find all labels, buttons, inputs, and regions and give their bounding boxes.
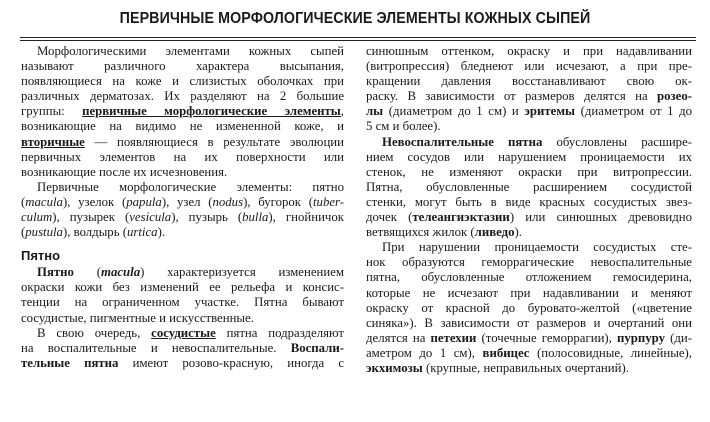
text-line: стенок, не изменяют окраски при витропрессии. bbox=[366, 164, 692, 179]
title-rule-thin bbox=[20, 40, 696, 41]
text-line: В свою очередь, сосудистые пятна подразделяют bbox=[37, 325, 344, 340]
text-line: окраски кожи без изменений ее рельефа и консис- bbox=[21, 280, 344, 295]
text-line: на воспалительные и невоспалительные. Воспали- bbox=[21, 340, 344, 355]
paragraph-element-list bbox=[21, 180, 344, 240]
text-line: Первичные морфологические элементы: пятно bbox=[37, 179, 344, 194]
text-line: аметром до 1 см), вибицес (полосовидные, линейные), bbox=[366, 345, 692, 360]
text-line: кращении давления восстанавливают свою ок- bbox=[366, 74, 692, 89]
text-line: первичных элементов на их поверхности или bbox=[21, 149, 344, 164]
text-line: называют различного характера высыпания, bbox=[21, 59, 344, 74]
text-line: стенки, могут быть в виде красных сосудистых звез- bbox=[366, 194, 692, 209]
text-line: сосудистые, пигментные и искусственные. bbox=[21, 310, 254, 325]
text-line: (pustula), волдырь (urtica). bbox=[21, 225, 166, 240]
text-line: различных дерматозах. Их разделяют на 2 большие bbox=[21, 89, 344, 104]
text-line: лы (диаметром до 1 см) и эритемы (диаметром от 1 до bbox=[366, 104, 693, 119]
text-line: (macula), узелок (papula), узел (nodus), бугорок (tuber- bbox=[21, 194, 345, 209]
text-line: Пятна, обусловленные расширением сосудистой bbox=[366, 179, 692, 194]
text-line: синяка»). В зависимости от размеров и очертаний они bbox=[366, 315, 692, 330]
paragraph-hemorrhagic bbox=[366, 240, 692, 376]
text-line: (витропрессия) бледнеют или исчезают, а при пре- bbox=[366, 59, 692, 74]
text-line: экхимозы (крупные, неправильных очертаний). bbox=[366, 360, 629, 375]
text-line: Морфологическими элементами кожных сыпей bbox=[37, 44, 344, 58]
text-line: вторичные — появляющиеся в результате эволюции bbox=[21, 134, 344, 149]
text-line: раску. В зависимости от размеров делятся на розео- bbox=[366, 89, 692, 104]
text-line: culum), пузырек (vesicula), пузырь (bulla), гнойничок bbox=[21, 210, 344, 225]
term-primary-elements: первичные морфологические элементы bbox=[82, 104, 341, 119]
text-line: возникающие на видимо не измененной коже, и bbox=[21, 119, 344, 134]
text-line: нок образуются геморрагические невоспалительные bbox=[366, 255, 692, 270]
paragraph-macula bbox=[21, 265, 344, 325]
text-line: 5 см и более). bbox=[366, 119, 441, 134]
left-column bbox=[21, 44, 344, 371]
right-column bbox=[366, 44, 692, 376]
text-line: синюшным оттенком, окраску и при надавливании bbox=[366, 44, 692, 58]
title-rule-thick bbox=[20, 37, 696, 38]
page-title: ПЕРВИЧНЫЕ МОРФОЛОГИЧЕСКИЕ ЭЛЕМЕНТЫ КОЖНЫХ СЫПЕЙ bbox=[119, 10, 591, 27]
text-line: При нарушении проницаемости сосудистых сте- bbox=[382, 240, 692, 255]
text-line: тенции на ограниченном участке. Пятна бывают bbox=[21, 295, 344, 310]
text-line: группы: первичные морфологические элементы, bbox=[21, 104, 344, 119]
text-line: нием сосудов или нарушением проницаемости их bbox=[366, 149, 692, 164]
term-secondary: вторичные bbox=[21, 134, 85, 149]
paragraph-noninflammatory bbox=[366, 135, 692, 241]
text-line: возникающие после их исчезновения. bbox=[21, 164, 228, 179]
text-line: ветвящихся жилок (ливедо). bbox=[366, 225, 522, 240]
text-line: появляющиеся на коже и слизистых оболочках при bbox=[21, 74, 344, 89]
text-line: тельные пятна имеют розово-красную, иногда с bbox=[21, 355, 344, 370]
paragraph-inflammatory-cont bbox=[366, 44, 692, 135]
text-line: окраску от красной до буровато-желтой («цветение bbox=[366, 300, 692, 315]
text-line: Невоспалительные пятна обусловлены расшире- bbox=[382, 134, 693, 149]
text-line: дочек (телеангиэктазии) или синюшных древовидно bbox=[366, 210, 693, 225]
text-line: делятся на петехии (точечные геморрагии), пурпуру (ди- bbox=[366, 330, 692, 345]
section-heading-patno: Пятно bbox=[21, 248, 61, 264]
text-line: которые не исчезают при надавливании и меняют bbox=[366, 285, 692, 300]
text-line: пятна, обусловленные отложением гемосидерина, bbox=[366, 270, 692, 285]
paragraph-vascular bbox=[21, 326, 344, 371]
text-line: Пятно (macula) характеризуется изменением bbox=[37, 265, 344, 280]
paragraph-intro bbox=[21, 44, 344, 180]
